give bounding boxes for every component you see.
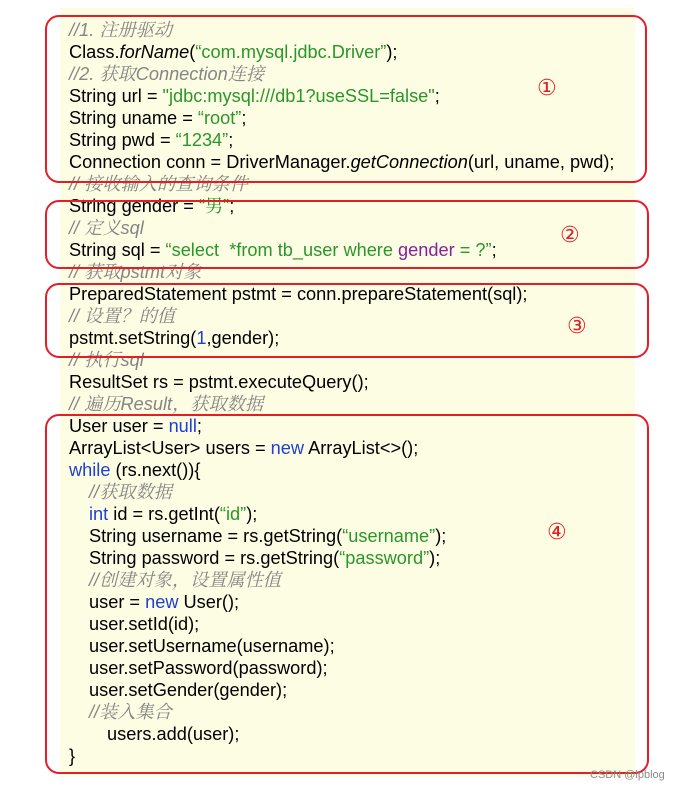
code-token-plain: pstmt.setString( [69, 328, 197, 348]
annotation-number-2: ② [560, 223, 580, 248]
code-token-comment: // 接收输入的查询条件 [69, 174, 248, 194]
code-token-comment: // 执行sql [69, 350, 144, 370]
code-token-italic: forName [119, 42, 190, 62]
code-line [69, 371, 614, 393]
annotation-number-4: ④ [547, 520, 567, 545]
code-token-plain: } [69, 746, 76, 766]
code-token-plain: Class. [69, 42, 120, 62]
code-token-plain: ); [435, 526, 447, 546]
code-token-plain: ResultSet rs = pstmt.executeQuery(); [69, 372, 369, 392]
code-token-plain: user.setGender(gender); [89, 680, 288, 700]
code-token-string: “com.mysql.jdbc.Driver” [195, 42, 387, 62]
code-token-plain: ,gender); [206, 328, 280, 348]
code-token-plain: ( [189, 42, 196, 62]
code-token-plain: ; [229, 196, 235, 216]
code-token-plain: ArrayList<>(); [304, 438, 419, 458]
code-token-plain: String sql = [69, 240, 166, 260]
code-token-plain: users.add(user); [107, 724, 240, 744]
code-token-keyword: while [69, 460, 111, 480]
code-token-plain: id = rs.getInt( [108, 504, 220, 524]
code-token-string: “男” [198, 196, 230, 216]
code-token-comment: //创建对象，设置属性值 [89, 570, 281, 590]
code-token-plain: user.setId(id); [89, 614, 200, 634]
code-token-comment: // 获取pstmt对象 [69, 262, 202, 282]
annotation-box-3 [45, 283, 649, 358]
code-token-plain: ); [246, 504, 258, 524]
code-token-plain: user.setUsername(username); [89, 636, 335, 656]
code-token-plain: User user = [69, 416, 169, 436]
code-token-plain: String gender = [69, 196, 199, 216]
code-token-plain: ); [386, 42, 398, 62]
code-token-string: “password” [339, 548, 430, 568]
code-token-comment: //2. 获取Connection连接 [69, 64, 265, 84]
code-token-plain: user = [89, 592, 146, 612]
code-token-plain: ; [491, 240, 497, 260]
code-token-keyword: new [270, 438, 305, 458]
annotation-number-3: ③ [567, 314, 587, 339]
code-token-plain: String uname = [69, 108, 198, 128]
code-token-string: = ?” [454, 240, 492, 260]
code-token-comment: //装入集合 [89, 702, 172, 722]
code-token-plain: String pwd = [69, 130, 176, 150]
code-token-keyword: int [89, 504, 109, 524]
code-token-plain: user.setPassword(password); [89, 658, 328, 678]
code-token-plain: ; [241, 108, 247, 128]
code-token-plain: ArrayList<User> users = [69, 438, 271, 458]
code-token-string: “username” [342, 526, 436, 546]
code-token-comment: //获取数据 [89, 482, 172, 502]
code-token-string: “id” [219, 504, 247, 524]
code-token-plain: (rs.next()){ [110, 460, 201, 480]
annotation-box-4 [45, 414, 649, 774]
code-token-string: “1234” [175, 130, 229, 150]
code-token-plain: PreparedStatement pstmt = conn.prepareStatement(sql); [69, 284, 528, 304]
code-token-comment: // 遍历Result，获取数据 [69, 394, 264, 414]
code-line [69, 393, 614, 415]
code-token-string: “root” [197, 108, 242, 128]
code-token-string: “select *from tb_user where [165, 240, 399, 260]
code-token-number: 1 [196, 328, 207, 348]
code-token-plain: String url = [69, 86, 163, 106]
code-token-plain: User(); [178, 592, 240, 612]
csdn-watermark: CSDN @lpblog [590, 769, 665, 781]
annotation-box-2 [45, 200, 649, 269]
code-token-plain: ; [196, 416, 202, 436]
code-token-param: gender [398, 240, 455, 260]
code-token-plain: String username = rs.getString( [89, 526, 343, 546]
code-token-plain: ; [228, 130, 234, 150]
code-token-plain: ; [434, 86, 440, 106]
code-token-plain: Connection conn = DriverManager. [69, 152, 351, 172]
code-token-comment: // 设置？的值 [69, 306, 176, 326]
code-token-plain: String password = rs.getString( [89, 548, 340, 568]
code-token-string: "jdbc:mysql:///db1?useSSL=false" [162, 86, 435, 106]
code-token-comment: // 定义sql [69, 218, 144, 238]
code-token-plain: (url, uname, pwd); [467, 152, 615, 172]
code-token-keyword: null [168, 416, 197, 436]
annotation-number-1: ① [537, 76, 557, 101]
code-token-keyword: new [145, 592, 179, 612]
code-token-plain: ); [429, 548, 441, 568]
code-token-italic: getConnection [350, 152, 468, 172]
code-token-comment: //1. 注册驱动 [69, 20, 173, 40]
